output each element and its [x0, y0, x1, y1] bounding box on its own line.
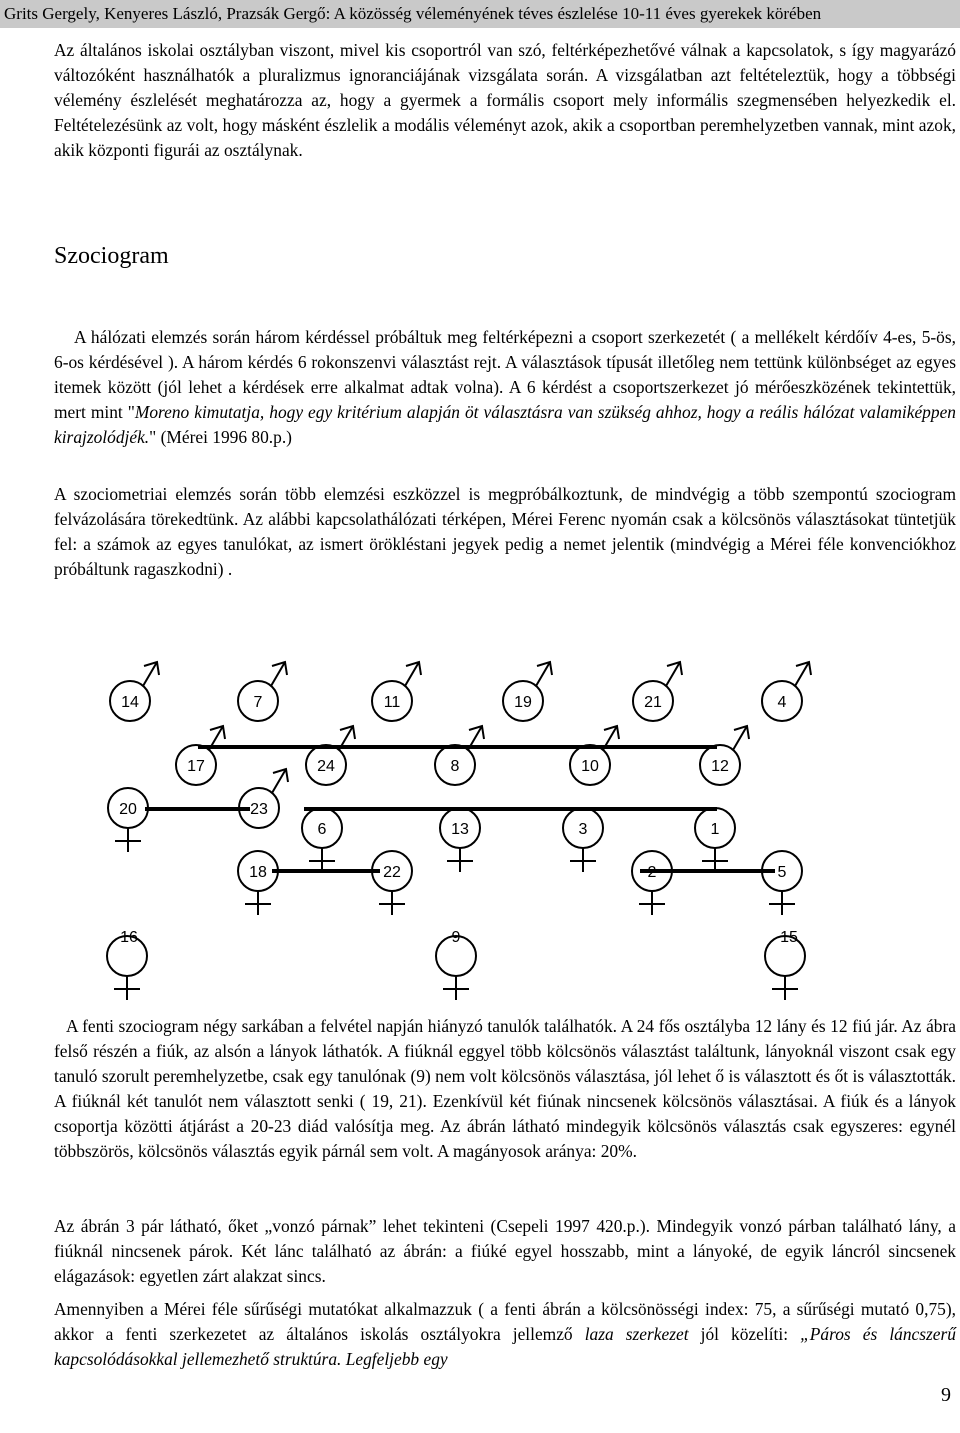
node-1 [695, 808, 735, 872]
node-7 [238, 662, 287, 721]
laza-szerkezet-term: laza szerkezet [584, 1324, 689, 1344]
node-21 [633, 662, 682, 721]
svg-text:21: 21 [644, 694, 662, 711]
svg-text:23: 23 [250, 801, 268, 818]
svg-text:15: 15 [780, 929, 798, 946]
section-heading: Szociogram [54, 243, 169, 269]
node-16 [107, 929, 147, 1000]
svg-text:2: 2 [647, 864, 657, 881]
page-number: 9 [941, 1384, 951, 1406]
svg-text:9: 9 [451, 929, 461, 946]
method-text-b: " (Mérei 1996 80.p.) [149, 427, 292, 447]
sociogram-diagram [0, 640, 960, 1010]
node-6 [302, 808, 342, 872]
svg-text:6: 6 [317, 821, 327, 838]
node-15 [765, 929, 805, 1000]
method-paragraph-2: A szociometriai elemzés során több elemzési eszközzel is megpróbálkoztunk, de mindvégig a több szempontú szociogram felvázolására törekedtünk. Az alábbi kapcsolathálózati térképen, Mérei Ferenc nyomán csak a kölcsönös választásokat tüntetjük fel: a számok az egyes tanulókat, az ismert örökléstani jegyek pedig a nemet jelentik (mindvégig a Mérei féle konvenciókhoz próbáltunk ragaszkodni) . [54, 484, 956, 579]
node-10 [570, 726, 619, 785]
svg-text:24: 24 [317, 758, 335, 775]
svg-text:10: 10 [581, 758, 599, 775]
node-2 [632, 851, 672, 915]
svg-text:22: 22 [383, 864, 401, 881]
node-4 [762, 662, 811, 721]
svg-text:13: 13 [451, 821, 469, 838]
node-17 [176, 726, 225, 785]
svg-text:20: 20 [119, 801, 137, 818]
discussion-paragraph-1: A fenti szociogram négy sarkában a felvétel napján hiányzó tanulók találhatók. A 24 fős osztályba 12 lány és 12 fiú jár. Az ábra felső részén a fiúk, az alsón a lányok láthatók. A fiúknál eggyel több kölcsönös választást találtunk, lányoknál viszont csak egy tanuló szorult peremhelyzetbe, csak egy tanulónak (9) nem volt kölcsönös választása, jól lehet ő is választott és őt is választották. A fiúknál két tanulót nem választott senki ( 19, 21). Ezenkívül két fiúnak nincsenek kölcsönös választásai. A fiúk és a lányok csoportja közötti átjárást a 20-23 diád valósítja meg. Az ábrán látható mindegyik kölcsönös választás csak egyszeres: egynél többszörös, kölcsönös választás egyik párnál sem volt. A magányosok aránya: 20%. [54, 1016, 956, 1161]
svg-text:4: 4 [777, 694, 787, 711]
running-header: Grits Gergely, Kenyeres László, Prazsák Gergő: A közösség véleményének téves észlelése 10-11 éves gyerekek körében [0, 0, 960, 28]
intro-paragraph: Az általános iskolai osztályban viszont, mivel kis csoportról van szó, feltérképezhetővé válnak a kapcsolatok, s így magyarázó változóként használhatók a pluralizmus ignoranciájának vizsgálata során. A vizsgálatban azt feltételeztük, hogy a többségi vélemény észlelését meghatározza az, hogy a gyermek a formális csoport mely informális szegmensében helyezkedik el. Feltételezésünk az volt, hogy másként észlelik a modális véleményt azok, akik a csoportban peremhelyzetben vannak, mint azok, akik központi figurái az osztálynak. [54, 40, 956, 160]
node-14 [110, 662, 159, 721]
node-12 [700, 726, 749, 785]
discussion-text-b: jól közelíti: [688, 1324, 801, 1344]
node-22 [372, 851, 412, 915]
svg-text:12: 12 [711, 758, 729, 775]
svg-text:7: 7 [253, 694, 263, 711]
svg-text:14: 14 [121, 694, 139, 711]
discussion-paragraph-2: Az ábrán 3 pár látható, őket „vonzó párnak” lehet tekinteni (Csepeli 1997 420.p.). Mindegyik vonzó párban található lány, a fiúknál nincsenek párok. Két lánc található az ábrán: a fiúké egyel hosszabb, mint a lányoké, de egyik láncról sincsenek elágazások: egyetlen zárt alakzat sincs. [54, 1216, 956, 1286]
node-23 [239, 769, 288, 828]
node-8 [435, 726, 484, 785]
discussion-paragraph-3 [54, 1297, 956, 1372]
node-11 [372, 662, 421, 721]
svg-text:1: 1 [710, 821, 720, 838]
discussion-text-a: Amennyiben a Mérei féle sűrűségi mutatókat alkalmazzuk ( a fenti ábrán a kölcsönösségi index: 75, a sűrűségi mutató 0,75), akkor a fenti szerkezetet az általános iskolás osztályokra jellemző [54, 1299, 956, 1344]
svg-text:18: 18 [249, 864, 267, 881]
node-24 [306, 726, 355, 785]
moreno-quote: Moreno kimutatja, hogy egy kritérium alapján öt választásra van szükség ahhoz, hogy a reális hálózat valamiképpen kirajzolódjék. [54, 402, 956, 447]
svg-text:5: 5 [777, 864, 787, 881]
svg-text:19: 19 [514, 694, 532, 711]
node-9 [436, 929, 476, 1000]
svg-text:16: 16 [120, 929, 138, 946]
method-text-a: A hálózati elemzés során három kérdéssel próbáltuk meg feltérképezni a csoport szerkezetét ( a mellékelt kérdőív 4-es, 5-ös, 6-os kérdésével ). A három kérdés 6 rokonszenvi választást rejt. A választások típusát illetőleg nem tettünk különbséget az egyes itemek között (jól lehet a kérdések erre alkalmat adtak volna). A 6 kérdést a csoportszerkezet jó mérőeszközének tekintettük, mert mint " [54, 327, 956, 422]
node-19 [503, 662, 552, 721]
svg-text:11: 11 [383, 694, 401, 711]
method-paragraph-1 [54, 325, 956, 450]
node-13 [440, 808, 480, 872]
node-3 [563, 808, 603, 872]
svg-text:8: 8 [450, 758, 460, 775]
svg-text:3: 3 [578, 821, 588, 838]
node-5 [762, 851, 802, 915]
node-20 [108, 788, 148, 852]
structure-definition-quote: „Páros és láncszerű kapcsolódásokkal jellemezhető struktúra. Legfeljebb egy [54, 1324, 956, 1369]
svg-text:17: 17 [187, 758, 205, 775]
node-18 [238, 851, 278, 915]
